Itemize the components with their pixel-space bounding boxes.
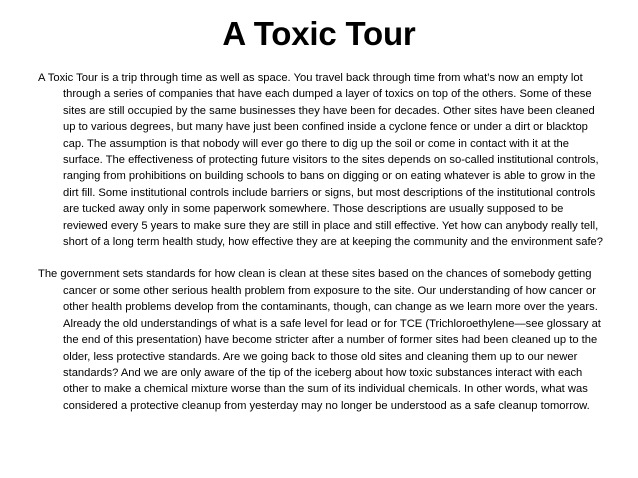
- slide-title: A Toxic Tour: [222, 15, 416, 52]
- paragraph-government-standards: The government sets standards for how clean is clean at these sites based on the chances of somebody getting cancer or some other serious health problem from exposure to the site. Our understanding of how cancer or other health problems develop from the contaminants, though, can change as we learn more over the years. Already the old understandings of what is a safe level for lead or for TCE (Trichloroethylene—see glossary at the end of this presentation) have become stricter after a number of former sites had been cleaned up to the older, less protective standards. Are we going back to those old sites and cleaning them up to our newer standards? And we are only aware of the tip of the iceberg about how toxic substances interact with each other to make a chemical mixture worse than the sum of its individual chemicals. In other words, what was considered a protective cleanup from yesterday may no longer be understood as a safe cleanup tomorrow.: [38, 268, 601, 412]
- slide-body: [38, 70, 608, 414]
- paragraph-toxic-tour: A Toxic Tour is a trip through time as well as space. You travel back through time from what’s now an empty lot through a series of companies that have each dumped a layer of toxics on top of the others. Some of these sites are still occupied by the same businesses they have been for decades. Other sites have been cleaned up to various degrees, but many have just been confined inside a cyclone fence or under a dirt or blacktop cap. The assumption is that nobody will ever go there to dig up the soil or come in contact with it at the surface. The effectiveness of protecting future visitors to the sites depends on so-called institutional controls, ranging from prohibitions on building schools to bans on digging or on eating whatever is able to grow in the dirt fill. Some institutional controls include barriers or signs, but most descriptions of the institutional controls are tucked away only in some paperwork somewhere. Those descriptions are usually supposed to be reviewed every 5 years to make sure they are still in place and still effective. Yet how can anybody really tell, short of a long term health study, how effective they are at keeping the community and the environment safe?: [38, 72, 604, 249]
